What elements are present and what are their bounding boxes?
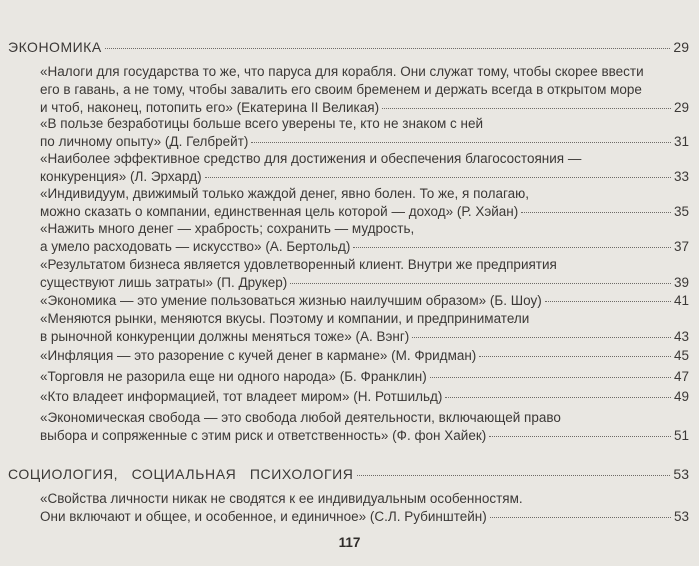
entry-page-number: 43	[673, 329, 689, 344]
section-page-number: 53	[673, 466, 689, 482]
entry-page-number: 37	[673, 239, 689, 254]
toc-entry	[40, 490, 689, 526]
entry-line: «Экономическая свобода — это свобода любой деятельности, включающей право	[40, 410, 561, 425]
toc-entry	[40, 63, 689, 117]
page-number: 117	[338, 535, 361, 550]
entry-line: можно сказать о компании, единственная цель которой — доход» (Р. Хэйан)	[40, 204, 519, 219]
entry-line: «Налоги для государства то же, что паруса для корабля. Они служат тому, чтобы скорее ввести	[40, 64, 644, 79]
entry-line: конкуренция» (Л. Эрхард)	[40, 169, 202, 184]
dot-leader	[490, 517, 671, 518]
dot-leader	[382, 108, 671, 109]
entry-page-number: 33	[673, 169, 689, 184]
toc-entry	[40, 150, 689, 186]
toc-entry	[40, 185, 689, 221]
entry-line: Они включают и общее, и особенное, и единичное» (С.Л. Рубинштейн)	[40, 509, 487, 524]
dot-leader	[105, 48, 671, 49]
entry-line: в рыночной конкуренции должны меняться тоже» (А. Вэнг)	[40, 329, 410, 344]
dot-leader	[430, 377, 671, 378]
entry-page-number: 31	[673, 134, 689, 149]
toc-entry	[40, 292, 689, 310]
entry-line: «Нажить много денег — храбрость; сохранить — мудрость,	[40, 221, 415, 236]
entry-line: «Наиболее эффективное средство для достижения и обеспечения благосостояния —	[40, 151, 582, 166]
dot-leader	[521, 212, 671, 213]
section-sociology	[8, 465, 689, 483]
entry-line: «Индивидуум, движимый только жаждой денег, явно болен. То же, я полагаю,	[40, 186, 530, 201]
entry-page-number: 49	[673, 389, 689, 404]
entry-page-number: 47	[673, 369, 689, 384]
section-title: СОЦИОЛОГИЯ, СОЦИАЛЬНАЯ ПСИХОЛОГИЯ	[8, 466, 354, 482]
section-page-number: 29	[673, 39, 689, 55]
entry-line: «Торговля не разорила еще ни одного народа» (Б. Франклин)	[40, 369, 427, 384]
entry-page-number: 39	[673, 275, 689, 290]
toc-entry	[40, 310, 689, 346]
dot-leader	[357, 475, 671, 476]
dot-leader	[545, 301, 671, 302]
dot-leader	[412, 337, 671, 338]
entry-line: а умело расходовать — искусство» (А. Бертольд)	[40, 239, 351, 254]
toc-entry	[40, 115, 689, 151]
entry-page-number: 41	[673, 293, 689, 308]
entry-line: «Меняются рынки, меняются вкусы. Поэтому и компании, и предприниматели	[40, 311, 530, 326]
toc-entry	[40, 388, 689, 406]
entry-line: выбора и сопряженные с этим риск и ответственность» (Ф. фон Хайек)	[40, 428, 487, 443]
dot-leader	[445, 397, 671, 398]
dot-leader	[479, 356, 671, 357]
entry-page-number: 29	[673, 100, 689, 115]
toc-entry	[40, 220, 689, 256]
dot-leader	[489, 436, 671, 437]
toc-entry	[40, 347, 689, 365]
entry-line: «Кто владеет информацией, тот владеет миром» (Н. Ротшильд)	[40, 389, 443, 404]
toc-entry	[40, 409, 689, 445]
dot-leader	[251, 142, 671, 143]
entry-page-number: 51	[673, 428, 689, 443]
section-economics	[8, 38, 689, 56]
entry-line: «Результатом бизнеса является удовлетворенный клиент. Внутри же предприятия	[40, 257, 557, 272]
entry-line: «Свойства личности никак не сводятся к ее индивидуальным особенностям.	[40, 491, 523, 506]
entry-line: «В пользе безработицы больше всего уверены те, кто не знаком с ней	[40, 116, 484, 131]
entry-line: «Инфляция — это разорение с кучей денег в кармане» (М. Фридман)	[40, 348, 477, 363]
entry-line: его в гавань, а не тому, чтобы завалить его своим бременем и держать всегда в открытом море	[40, 82, 642, 97]
toc-entry	[40, 256, 689, 292]
entry-line: и чтоб, наконец, потопить его» (Екатерина II Великая)	[40, 100, 380, 115]
entry-line: «Экономика — это умение пользоваться жизнью наилучшим образом» (Б. Шоу)	[40, 293, 542, 308]
toc-entry	[40, 368, 689, 386]
section-title: ЭКОНОМИКА	[8, 39, 102, 55]
entry-page-number: 35	[673, 204, 689, 219]
dot-leader	[205, 177, 671, 178]
dot-leader	[353, 247, 671, 248]
entry-line: существуют лишь затраты» (П. Друкер)	[40, 275, 288, 290]
dot-leader	[290, 283, 671, 284]
entry-line: по личному опыту» (Д. Гелбрейт)	[40, 134, 249, 149]
entry-page-number: 53	[673, 509, 689, 524]
entry-page-number: 45	[673, 348, 689, 363]
